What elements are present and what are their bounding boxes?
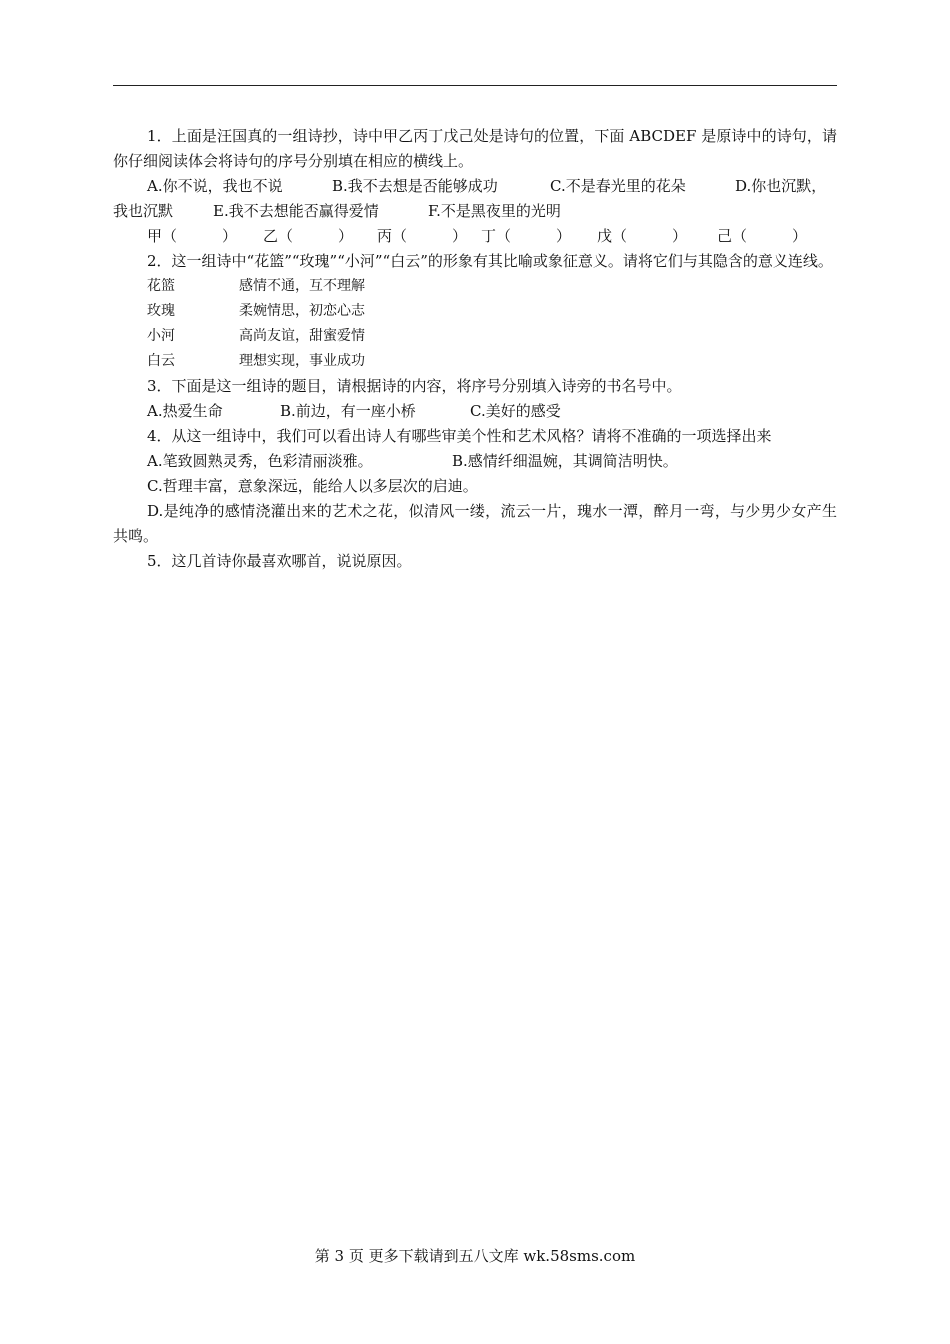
blank-bing: 丙（ ） — [377, 227, 468, 245]
q3-option-c: C.美好的感受 — [470, 402, 561, 420]
q1-option-f: F.不是黑夜里的光明 — [428, 202, 561, 220]
match-right-item: 高尚友谊，甜蜜爱情 — [239, 328, 365, 344]
q4-option-d: D.是纯净的感情浇灌出来的艺术之花，似清风一缕，流云一片，瑰水一潭，醉月一弯，与少男少女产生共鸣。 — [113, 502, 837, 545]
blank-yi: 乙（ ） — [263, 227, 354, 245]
blank-wu: 戊（ ） — [597, 227, 688, 245]
q1-option-e: E.我不去想能否赢得爱情 — [213, 202, 379, 220]
q4-stem: 4．从这一组诗中，我们可以看出诗人有哪些审美个性和艺术风格？请将不准确的一项选择出来 — [147, 427, 772, 445]
q1-options-line1 — [113, 174, 837, 199]
match-left-item: 小河 — [147, 328, 175, 344]
q1-option-d-cont: 我也沉默 — [113, 202, 174, 220]
match-left-item: 花篮 — [147, 278, 175, 294]
match-left-item: 白云 — [147, 353, 175, 369]
q1-option-d: D.你也沉默， — [735, 177, 827, 195]
q1-option-b: B.我不去想是否能够成功 — [332, 177, 498, 195]
blank-ji: 己（ ） — [717, 227, 808, 245]
page-footer: 第 3 页 更多下载请到五八文库 wk.58sms.com — [314, 1247, 636, 1265]
q3-options — [113, 399, 837, 424]
document-body — [113, 124, 837, 574]
q3-stem: 3．下面是这一组诗的题目，请根据诗的内容，将序号分别填入诗旁的书名号中。 — [147, 377, 682, 395]
header-rule — [113, 85, 837, 86]
match-row — [113, 349, 837, 374]
match-left-item: 玫瑰 — [147, 303, 175, 319]
q3-option-b: B.前边，有一座小桥 — [280, 402, 416, 420]
blank-jia: 甲（ ） — [147, 227, 238, 245]
match-right-item: 柔婉情思，初恋心志 — [239, 303, 365, 319]
q4-options-ab — [113, 449, 837, 474]
q1-option-c: C.不是春光里的花朵 — [550, 177, 686, 195]
match-right-item: 理想实现，事业成功 — [239, 353, 365, 369]
q5-stem: 5．这几首诗你最喜欢哪首，说说原因。 — [147, 552, 412, 570]
q4-option-a: A.笔致圆熟灵秀，色彩清丽淡雅。 — [147, 452, 373, 470]
q3-option-a: A.热爱生命 — [147, 402, 223, 420]
q1-stem: 1．上面是汪国真的一组诗抄，诗中甲乙丙丁戊己处是诗句的位置，下面 ABCDEF 是原诗中的诗句，请你仔细阅读体会将诗句的序号分别填在相应的横线上。 — [113, 127, 837, 170]
match-right-item: 感情不通，互不理解 — [239, 278, 365, 294]
match-row — [113, 299, 837, 324]
match-row — [113, 324, 837, 349]
q1-option-a: A.你不说，我也不说 — [147, 177, 283, 195]
q1-options-line2 — [113, 199, 837, 224]
blank-ding: 丁（ ） — [481, 227, 572, 245]
match-row — [113, 274, 837, 299]
q1-blanks — [113, 224, 837, 249]
q4-option-c: C.哲理丰富，意象深远，能给人以多层次的启迪。 — [147, 477, 478, 495]
q2-stem: 2．这一组诗中“花篮”“玫瑰”“小河”“白云”的形象有其比喻或象征意义。请将它们与其隐含的意义连线。 — [147, 252, 833, 270]
q4-option-b: B.感情纤细温婉，其调简洁明快。 — [452, 452, 678, 470]
